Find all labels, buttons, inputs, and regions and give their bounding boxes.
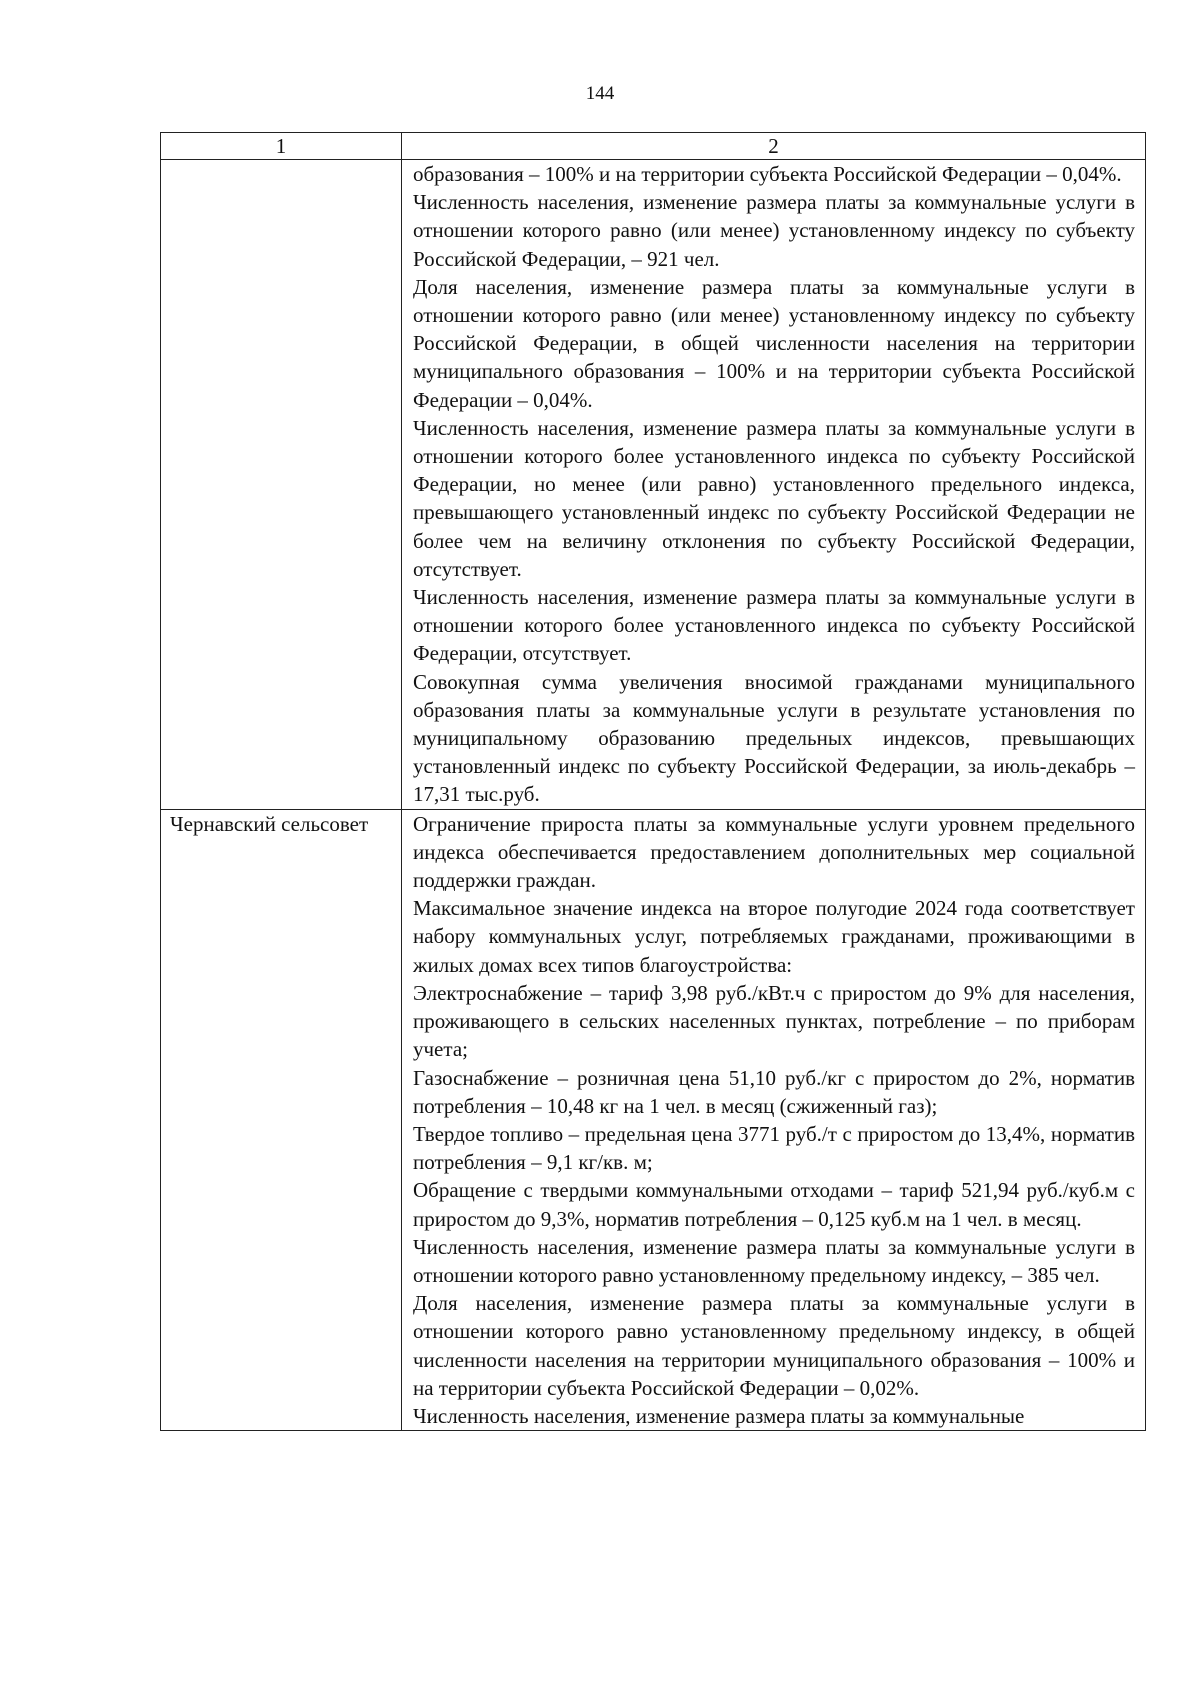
table-row — [161, 160, 1146, 810]
indicators-cell — [402, 160, 1146, 810]
table-row — [161, 809, 1146, 1430]
column-header-1: 1 — [161, 133, 402, 160]
paragraph: Газоснабжение – розничная цена 51,10 руб./кг с приростом до 2%, норматив потребления – 10,48 кг на 1 чел. в месяц (сжиженный газ); — [413, 1065, 1135, 1118]
paragraph: Численность населения, изменение размера платы за коммунальные услуги в отношении которого более установленного индекса по субъекту Российской Федерации, но менее (или равно) установленного предельного индекса, превышающего установленный индекс по субъекту Российской Федерации не более чем на величину отклонения по субъекту Российской Федерации, отсутствует. — [413, 415, 1135, 581]
paragraph: Численность населения, изменение размера платы за коммунальные услуги в отношении которого равно установленному предельному индексу, – 385 чел. — [413, 1234, 1135, 1287]
column-header-2: 2 — [402, 133, 1146, 160]
table-header-row — [161, 133, 1146, 160]
indices-table — [160, 132, 1146, 1431]
paragraph: Численность населения, изменение размера платы за коммунальные услуги в отношении которого равно (или менее) установленному индексу по субъекту Российской Федерации, – 921 чел. — [413, 190, 1135, 271]
paragraph: Численность населения, изменение размера платы за коммунальные услуги в отношении которого более установленного индекса по субъекту Российской Федерации, отсутствует. — [413, 585, 1135, 666]
page-number: 144 — [585, 83, 615, 104]
paragraph: Ограничение прироста платы за коммунальные услуги уровнем предельного индекса обеспечивается предоставлением дополнительных мер социальной поддержки граждан. — [413, 811, 1135, 893]
paragraph: Доля населения, изменение размера платы за коммунальные услуги в отношении которого равно установленному предельному индексу, в общей численности населения на территории муниципального образования – 100% и на территории субъекта Российской Федерации – 0,02%. — [413, 1291, 1135, 1400]
paragraph: Численность населения, изменение размера платы за коммунальные — [413, 1403, 1025, 1428]
paragraph: Твердое топливо – предельная цена 3771 руб./т с приростом до 13,4%, норматив потребления – 9,1 кг/кв. м; — [413, 1121, 1135, 1175]
paragraph: Электроснабжение – тариф 3,98 руб./кВт.ч с приростом до 9% для населения, проживающего в сельских населенных пунктах, потребление – по приборам учета; — [413, 980, 1135, 1062]
paragraph: Обращение с твердыми коммунальными отходами – тариф 521,94 руб./куб.м с приростом до 9,3%, норматив потребления – 0,125 куб.м на 1 чел. в месяц. — [413, 1178, 1135, 1231]
municipality-name-cell — [161, 160, 402, 810]
paragraph: Совокупная сумма увеличения вносимой гражданами муниципального образования платы за коммунальные услуги в результате установления по муниципальному образованию предельных индексов, превышающих установленный индекс по субъекту Российской Федерации, за июль-декабрь – 17,31 тыс.руб. — [413, 669, 1135, 807]
municipality-name-cell: Чернавский сельсовет — [161, 809, 402, 1430]
paragraph: образования – 100% и на территории субъекта Российской Федерации – 0,04%. — [413, 162, 1122, 186]
indicators-cell — [402, 809, 1146, 1430]
paragraph: Максимальное значение индекса на второе полугодие 2024 года соответствует набору коммунальных услуг, потребляемых гражданами, проживающими в жилых домах всех типов благоустройства: — [413, 896, 1135, 977]
paragraph: Доля населения, изменение размера платы за коммунальные услуги в отношении которого равно (или менее) установленному индексу по субъекту Российской Федерации, в общей численности населения на территории муниципального образования – 100% и на территории субъекта Российской Федерации – 0,04%. — [413, 274, 1135, 412]
